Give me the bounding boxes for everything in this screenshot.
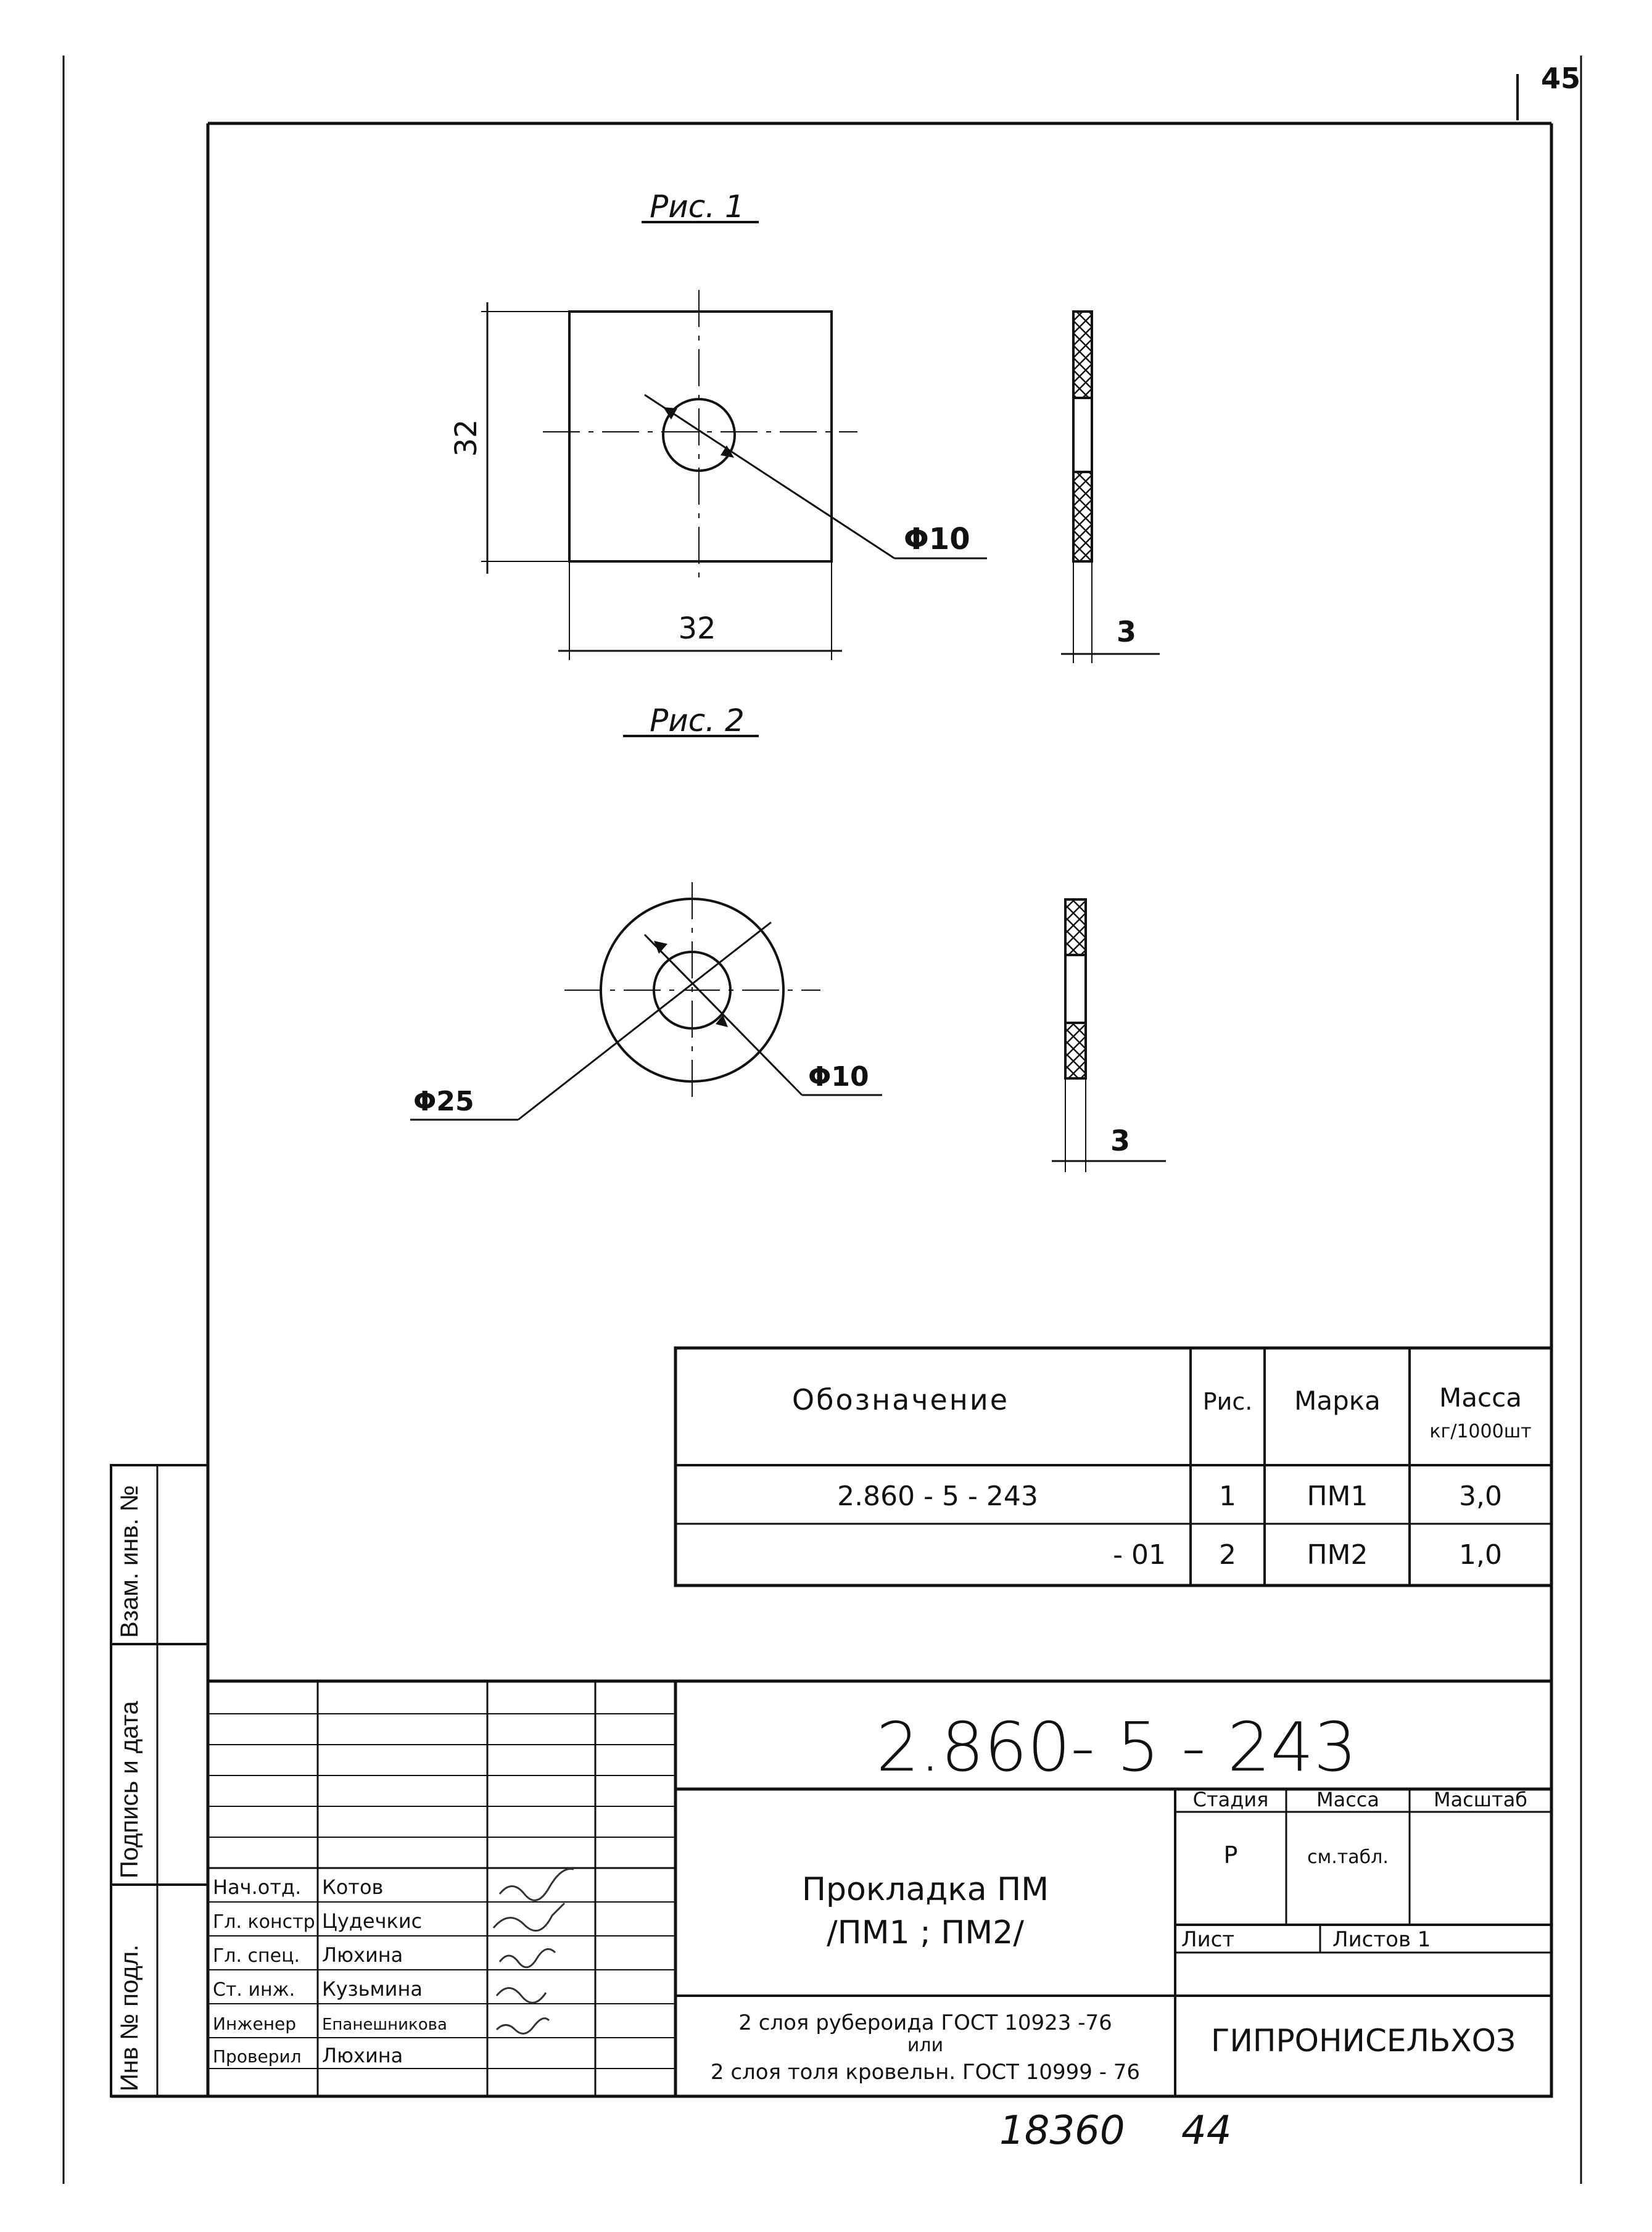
title-line2: /ПМ1 ; ПМ2/	[827, 1914, 1024, 1951]
spec-row2-fig: 2	[1219, 1539, 1236, 1571]
material-line3: 2 слоя толя кровельн. ГОСТ 10999 - 76	[710, 2060, 1141, 2085]
role-3: Ст. инж.	[213, 1979, 295, 2001]
title-block	[208, 1681, 1551, 2096]
name-4: Епанешникова	[322, 2015, 447, 2034]
spec-header-mass: Масса	[1439, 1383, 1522, 1413]
organization: ГИПРОНИСЕЛЬХОЗ	[1210, 2023, 1516, 2059]
spec-row2-mark: ПМ2	[1307, 1539, 1368, 1571]
spec-row2-designation: - 01	[1113, 1539, 1166, 1571]
spec-row1-designation: 2.860 - 5 - 243	[837, 1481, 1038, 1512]
fig2-hole-dim: Φ10	[808, 1061, 869, 1093]
spec-header-designation: Обозначение	[791, 1383, 1010, 1416]
fig1-title: Рис. 1	[650, 189, 745, 225]
stage-value: Р	[1223, 1841, 1238, 1869]
spec-row2-mass: 1,0	[1459, 1539, 1502, 1571]
page-number: 45	[1540, 62, 1580, 95]
role-4: Инженер	[213, 2014, 297, 2034]
mass-value: см.табл.	[1307, 1846, 1389, 1868]
spec-header-mark: Марка	[1294, 1386, 1381, 1416]
sheets-label: Листов 1	[1332, 1927, 1431, 1952]
side-label-replaced: Взам. инв. №	[116, 1485, 143, 1638]
signatures	[494, 1869, 574, 2033]
side-label-signature: Подпись и дата	[116, 1701, 143, 1879]
spec-header-mass-unit: кг/1000шт	[1429, 1421, 1532, 1442]
name-2: Люхина	[322, 1943, 403, 1967]
spec-row1-mark: ПМ1	[1307, 1481, 1368, 1512]
sheet-label: Лист	[1181, 1927, 1235, 1952]
name-1: Цудечкис	[322, 1909, 423, 1933]
fig2-title: Рис. 2	[650, 703, 745, 738]
fig1-width-dim: 32	[678, 611, 716, 646]
bottom-page-number: 44	[1181, 2108, 1232, 2154]
spec-row1-mass: 3,0	[1459, 1481, 1502, 1512]
role-5: Проверил	[213, 2046, 302, 2067]
fig1-thickness-dim: 3	[1117, 615, 1137, 648]
spec-row1-fig: 1	[1219, 1481, 1236, 1512]
fig2-thickness-dim: 3	[1110, 1124, 1131, 1157]
scale-header: Масштаб	[1433, 1788, 1528, 1811]
inventory-number: 18360	[999, 2108, 1125, 2154]
figure-2	[410, 703, 1166, 1172]
name-5: Люхина	[322, 2044, 403, 2067]
side-label-inv: Инв № подл.	[116, 1944, 143, 2091]
material-line2: или	[907, 2035, 944, 2056]
figure-1	[449, 189, 1160, 663]
role-0: Нач.отд.	[213, 1875, 302, 1899]
doc-number: 2.860- 5 - 243	[876, 1708, 1357, 1787]
fig2-outer-dim: Φ25	[413, 1086, 474, 1117]
role-1: Гл. констр	[213, 1911, 315, 1933]
mass-header: Масса	[1316, 1788, 1380, 1811]
spec-header-fig: Рис.	[1202, 1388, 1253, 1415]
role-2: Гл. спец.	[213, 1945, 300, 1967]
title-line1: Прокладка ПМ	[801, 1871, 1049, 1908]
name-3: Кузьмина	[322, 1977, 423, 2001]
name-0: Котов	[322, 1875, 384, 1899]
fig1-height-dim: 32	[449, 419, 484, 457]
spec-table	[675, 1348, 1551, 1585]
stage-header: Стадия	[1192, 1788, 1269, 1811]
fig1-hole-dim: Φ10	[904, 522, 970, 556]
material-line1: 2 слоя рубероида ГОСТ 10923 -76	[738, 2011, 1112, 2035]
